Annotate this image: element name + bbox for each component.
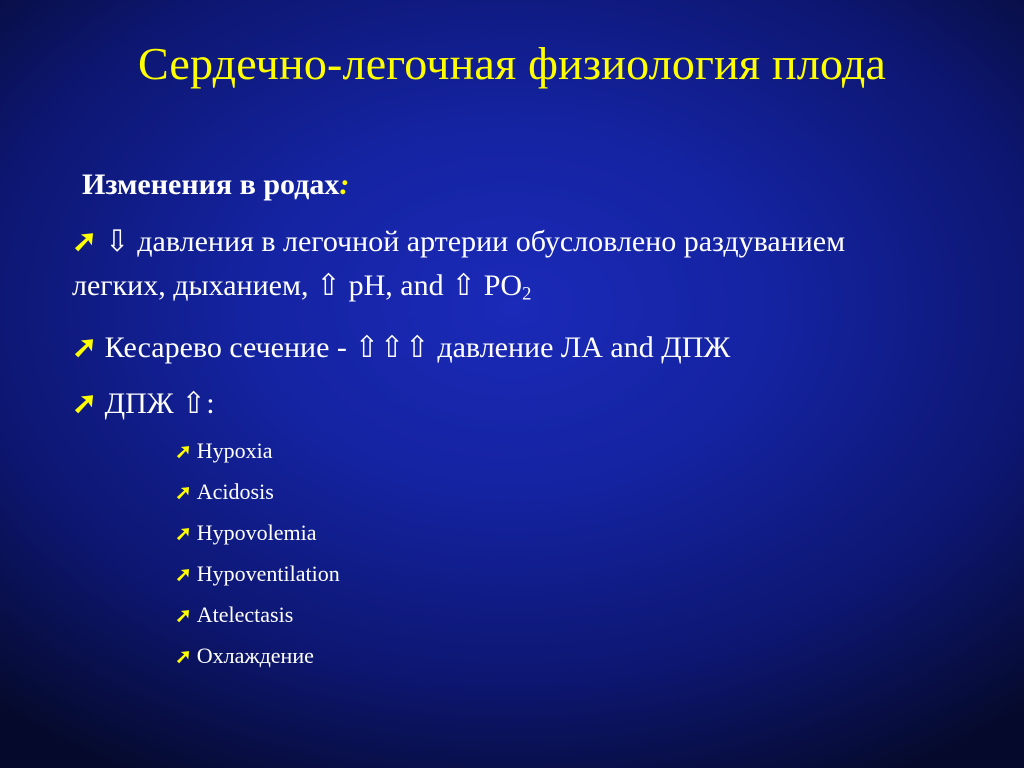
sub-item	[175, 560, 340, 589]
sub-item-label: Hypoventilation	[196, 561, 340, 586]
sub-item-label: Hypoxia	[196, 438, 273, 463]
arrow-up-outline-icon: ⇧⇧⇧	[354, 331, 430, 364]
bullet-text: давление ЛА and ДПЖ	[437, 331, 731, 364]
bullet-text: pH, and	[348, 269, 444, 302]
bullet-text: :	[206, 387, 215, 420]
arrow-up-outline-icon: ⇧	[181, 387, 207, 420]
section-heading	[82, 165, 349, 205]
bullet-rv-pressure	[72, 382, 215, 426]
slide-title: Сердечно-легочная физиология плода	[137, 38, 887, 89]
bullet-text: давления в легочной артерии обусловлено раздуванием легких, дыханием,	[72, 225, 846, 302]
sub-item	[175, 478, 274, 507]
sub-item	[175, 519, 317, 548]
arrow-up-right-icon: ➚	[72, 225, 98, 258]
sub-item-label: Atelectasis	[196, 602, 294, 627]
sub-item	[175, 642, 314, 671]
sub-item-label: Acidosis	[196, 479, 274, 504]
subscript: 2	[522, 283, 532, 305]
arrow-up-right-icon: ➚	[175, 646, 192, 668]
arrow-up-outline-icon: ⇧	[315, 269, 342, 302]
arrow-up-right-icon: ➚	[175, 482, 192, 504]
arrow-up-right-icon: ➚	[175, 523, 192, 545]
sub-item	[175, 601, 293, 630]
bullet-cesarean	[72, 326, 730, 370]
arrow-up-right-icon: ➚	[72, 331, 98, 364]
bullet-pulmonary-pressure	[72, 220, 932, 317]
arrow-up-right-icon: ➚	[72, 387, 98, 420]
arrow-up-outline-icon: ⇧	[451, 269, 477, 302]
section-heading-colon: :	[339, 168, 350, 201]
sub-item	[175, 437, 273, 466]
section-heading-text: Изменения в родах	[82, 168, 340, 201]
arrow-down-outline-icon: ⇩	[104, 225, 130, 258]
arrow-up-right-icon: ➚	[175, 605, 192, 627]
bullet-text: ДПЖ	[104, 387, 174, 420]
bullet-text: PO	[483, 269, 523, 302]
arrow-up-right-icon: ➚	[175, 564, 192, 586]
arrow-up-right-icon: ➚	[175, 441, 192, 463]
sub-item-label: Охлаждение	[196, 643, 314, 668]
sub-item-label: Hypovolemia	[196, 520, 317, 545]
bullet-text: Кесарево сечение -	[104, 331, 347, 364]
